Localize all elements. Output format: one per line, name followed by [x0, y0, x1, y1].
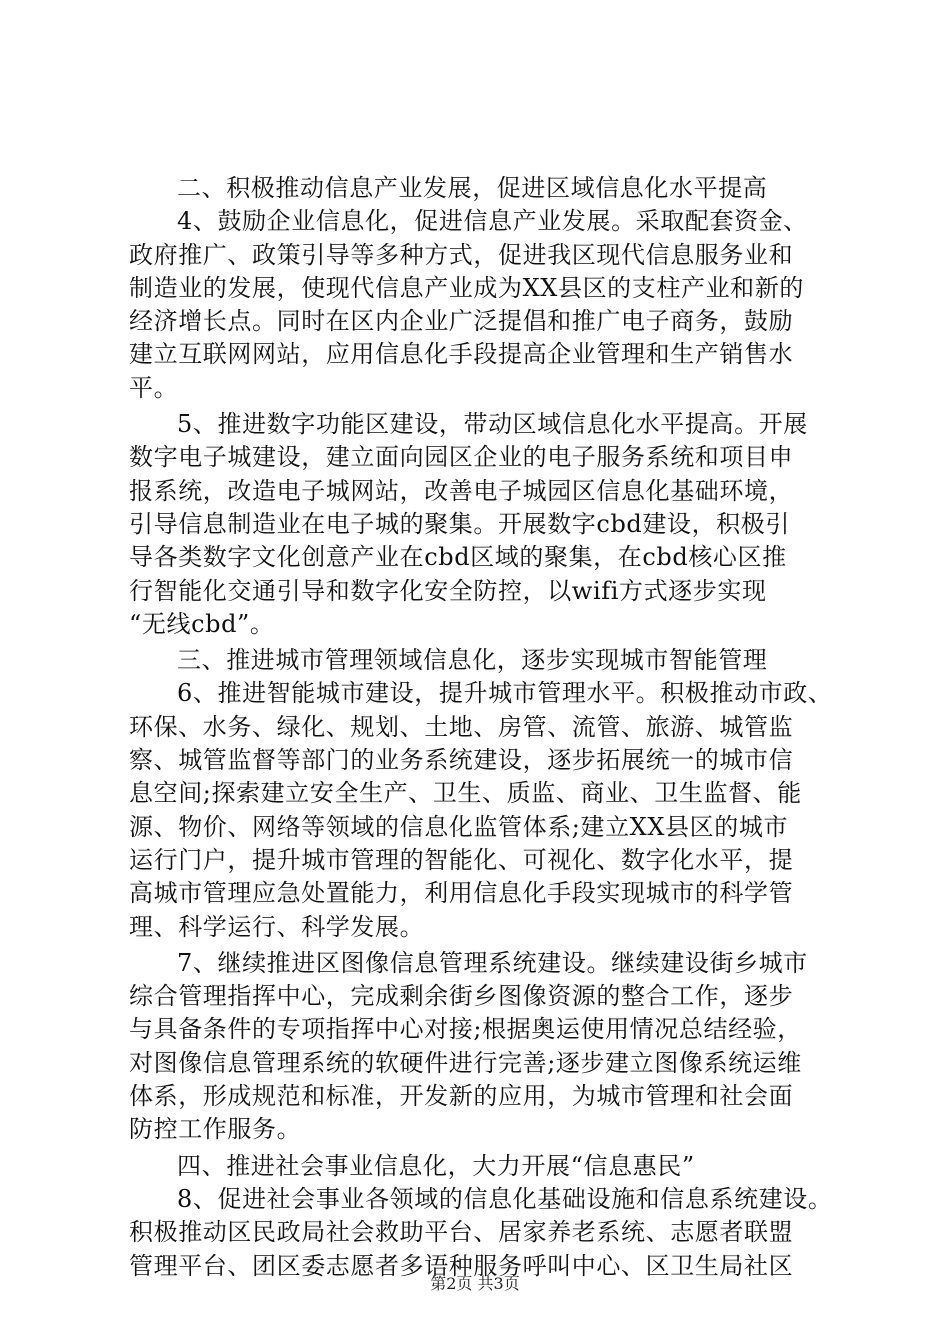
- text-line: 制造业的发展，使现代信息产业成为XX县区的支柱产业和新的: [129, 273, 804, 302]
- text-line: 息空间;探索建立安全生产、卫生、质监、商业、卫生监督、能: [129, 779, 802, 808]
- text-line: 引导信息制造业在电子城的聚集。开展数字cbd建设，积极引: [129, 509, 790, 538]
- text-line: 平。: [129, 373, 179, 402]
- page-footer: 第2页 共3页: [430, 1274, 520, 1293]
- text-line: 防控工作服务。: [129, 1115, 302, 1144]
- text-line: 6、推进智能城市建设，提升城市管理水平。积极推动市政、: [177, 679, 833, 708]
- text-line: 运行门户，提升城市管理的智能化、可视化、数字化水平，提: [129, 845, 794, 874]
- text-line: 经济增长点。同时在区内企业广泛提倡和推广电子商务，鼓励: [129, 307, 794, 336]
- text-line: 体系，形成规范和标准，开发新的应用，为城市管理和社会面: [129, 1082, 794, 1111]
- text-line: 与具备条件的专项指挥中心对接;根据奥运使用情况总结经验，: [129, 1015, 802, 1044]
- text-line: 8、促进社会事业各领域的信息化基础设施和信息系统建设。: [177, 1184, 833, 1213]
- text-line: 行智能化交通引导和数字化安全防控，以wifi方式逐步实现: [129, 576, 767, 605]
- text-line: 数字电子城建设，建立面向园区企业的电子服务系统和项目申: [129, 443, 794, 472]
- text-line: 高城市管理应急处置能力，利用信息化手段实现城市的科学管: [129, 879, 794, 908]
- text-line: 管理平台、团区委志愿者多语种服务呼叫中心、区卫生局社区: [129, 1251, 794, 1280]
- text-line: 二、积极推动信息产业发展，促进区域信息化水平提高: [177, 174, 768, 202]
- text-line: “无线cbd”。: [129, 609, 275, 638]
- text-line: 政府推广、政策引导等多种方式，促进我区现代信息服务业和: [129, 240, 794, 269]
- text-line: 4、鼓励企业信息化，促进信息产业发展。采取配套资金、: [177, 207, 808, 236]
- text-line: 5、推进数字功能区建设，带动区域信息化水平提高。开展: [177, 410, 808, 439]
- text-line: 四、推进社会事业信息化，大力开展“信息惠民”: [177, 1151, 695, 1180]
- text-line: 三、推进城市管理领域信息化，逐步实现城市智能管理: [177, 646, 768, 675]
- text-line: 综合管理指挥中心，完成剩余街乡图像资源的整合工作，逐步: [129, 982, 794, 1011]
- text-line: 环保、水务、绿化、规划、土地、房管、流管、旅游、城管监: [129, 712, 794, 741]
- text-line: 建立互联网网站，应用信息化手段提高企业管理和生产销售水: [129, 340, 794, 369]
- text-line: 7、继续推进区图像信息管理系统建设。继续建设街乡城市: [177, 948, 808, 977]
- text-line: 导各类数字文化创意产业在cbd区域的聚集，在cbd核心区推: [129, 543, 787, 572]
- text-line: 理、科学运行、科学发展。: [129, 912, 425, 941]
- text-line: 报系统，改造电子城网站，改善电子城园区信息化基础环境，: [129, 476, 794, 505]
- document-body: [129, 172, 849, 1283]
- text-line: 察、城管监督等部门的业务系统建设，逐步拓展统一的城市信: [129, 746, 794, 775]
- text-line: 对图像信息管理系统的软硬件进行完善;逐步建立图像系统运维: [129, 1048, 802, 1077]
- text-line: 源、物价、网络等领域的信息化监管体系;建立XX县区的城市: [129, 812, 789, 841]
- text-line: 积极推动区民政局社会救助平台、居家养老系统、志愿者联盟: [129, 1218, 794, 1247]
